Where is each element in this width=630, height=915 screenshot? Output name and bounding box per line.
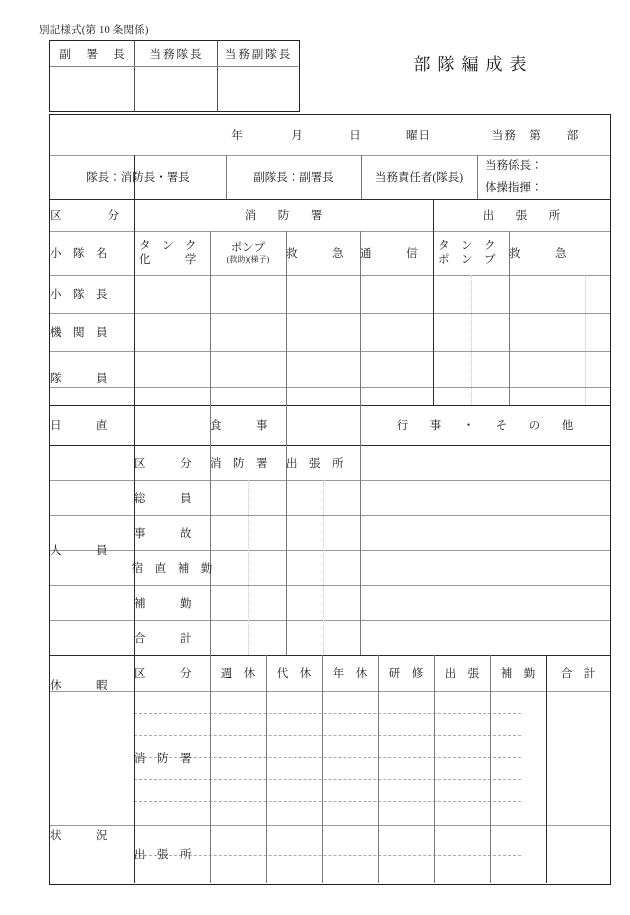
chief-label: 隊長：消防長・署長 [86,172,190,184]
leave-header-6: 補 勤 [500,668,536,680]
station-header-label: 消 防 署 [244,210,328,222]
squad-name-label: 小 隊 名 [50,248,108,260]
signature-box [49,40,300,112]
leave-header-3: 年 休 [332,668,368,680]
personnel-station-field-2[interactable] [210,550,286,585]
leave-header-4: 研 修 [388,668,424,680]
row-label-squad-leader: 小 隊 長 [50,289,108,301]
duty-shift-label: 当務 第 部 [491,130,580,142]
meal-label: 食 事 [210,420,268,432]
personnel-branch-field-4[interactable] [286,620,360,655]
personnel-header-division: 区 分 [134,457,192,470]
personnel-row-label-1: 事 故 [134,527,192,540]
station-col-header-0-line1: タ ン ク [139,239,197,252]
duty-section-chief-label: 当務係長： [485,160,543,173]
personnel-branch-field-1[interactable] [286,515,360,550]
personnel-header-station: 消 防 署 [210,457,268,470]
signature-label-1: 当務隊長 [134,41,217,67]
branch-col-header-0-line1: タ ン ク [438,239,496,252]
deputy-chief-label: 副隊長：副署長 [253,172,334,184]
day-duty-label: 日 直 [50,420,108,432]
meal-field[interactable] [286,405,360,445]
duty-responsible-label: 当務責任者(隊長) [374,172,464,184]
date-year-label: 年 [231,130,246,142]
vline-branch-dot-2 [585,275,586,405]
branch-col-header-0-line2: ポ ン プ [438,254,496,266]
personnel-section-label: 人 員 [50,545,108,557]
day-duty-field[interactable] [134,405,210,445]
row-label-engineer: 機 関 員 [50,327,108,339]
vline-personnel-3 [360,445,361,655]
leave-row-label-branch: 出 張 所 [134,849,192,861]
personnel-header-branch: 出 張 所 [286,457,344,470]
form-note: 別記様式(第 10 条関係) [39,25,149,36]
station-col-header-3: 通 信 [360,248,418,260]
station-col-header-2: 救 急 [286,248,344,260]
date-weekday-label: 曜日 [406,130,431,142]
signature-col-0 [50,41,135,111]
leave-header-2: 代 休 [276,668,312,680]
personnel-branch-field-2[interactable] [286,550,360,585]
station-col-header-1-line1: ポンプ [230,241,266,254]
personnel-row-label-3: 補 勤 [134,597,192,610]
personnel-station-field-0[interactable] [210,480,286,515]
personnel-branch-field-3[interactable] [286,585,360,620]
personnel-row-label-2: 宿 直 補 勤 [131,562,213,575]
leave-header-1: 週 休 [220,668,256,680]
leave-section-label-bottom: 状 況 [50,830,108,842]
leave-section-label-top: 休 暇 [50,680,108,692]
station-col-header-0 [134,231,210,275]
vline-branch-dot-1 [471,275,472,405]
date-month-label: 月 [291,130,306,142]
exercise-command-label: 体操指揮： [485,182,543,194]
division-label: 区 分 [50,210,119,222]
station-col-header-1-note: (救助)(梯子) [226,255,270,265]
station-col-header-0-line2: 化 学 [139,254,197,266]
branch-col-header-0 [433,231,509,275]
signature-field-0[interactable] [50,67,134,111]
main-form-table [49,114,611,885]
personnel-station-field-3[interactable] [210,585,286,620]
branch-col-header-1: 救 急 [509,248,567,260]
signature-col-2 [217,41,298,111]
leave-header-5: 出 張 [444,668,480,680]
signature-col-1 [134,41,218,111]
personnel-branch-field-0[interactable] [286,480,360,515]
row-label-member: 隊 員 [50,373,108,385]
events-label: 行 事 ・ そ の 他 [396,420,579,432]
leave-header-0: 区 分 [134,668,192,680]
station-col-header-1 [210,231,286,275]
branch-header-label: 出 張 所 [482,210,566,222]
personnel-station-field-4[interactable] [210,620,286,655]
personnel-row-label-0: 総 員 [134,492,192,505]
page-title: 部隊編成表 [413,55,534,74]
leave-header-7: 合 計 [560,668,596,680]
signature-field-2[interactable] [217,67,298,111]
leave-row-label-station: 消 防 署 [134,753,192,765]
date-day-label: 日 [349,130,364,142]
personnel-row-label-4: 合 計 [134,632,192,645]
signature-label-2: 当務副隊長 [217,41,298,67]
personnel-station-field-1[interactable] [210,515,286,550]
signature-field-1[interactable] [134,67,217,111]
signature-label-0: 副 署 長 [50,41,134,67]
duty-section-fields [477,157,610,199]
